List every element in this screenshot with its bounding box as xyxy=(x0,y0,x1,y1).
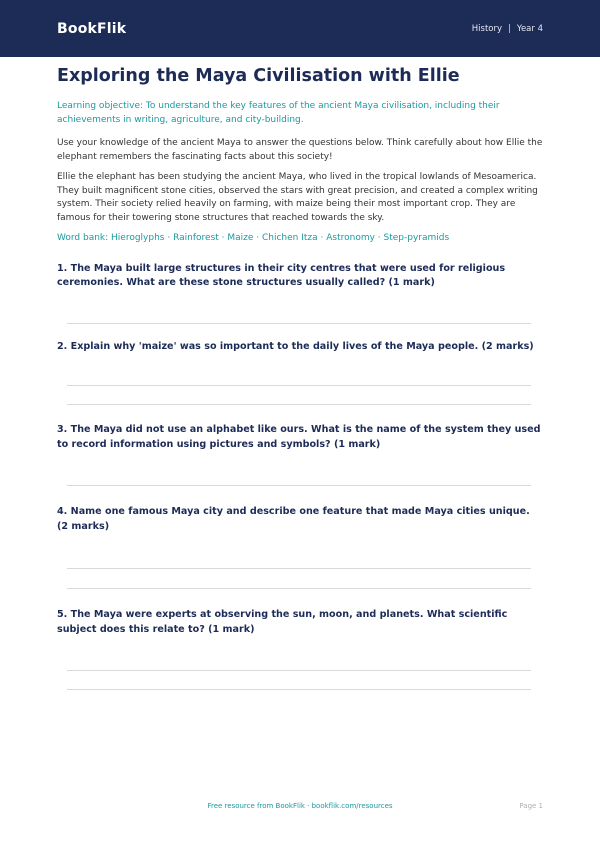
subject-label: History xyxy=(471,23,503,34)
question-text: 1. The Maya built large structures in their city centres that were used for religious ceremonies. What are these stone structures usually called? (1 mark) xyxy=(57,262,506,288)
question-text: 5. The Maya were experts at observing the sun, moon, and planets. What scientific subject does this relate to? (1 mark) xyxy=(57,609,508,635)
question-4 xyxy=(57,505,543,608)
instructions: Use your knowledge of the ancient Maya to answer the questions below. Think carefully about how Ellie the elephant remembers the fascinating facts about this society! xyxy=(57,138,543,162)
answer-line[interactable] xyxy=(67,689,531,690)
year-label: Year 4 xyxy=(516,23,543,34)
learning-objective: Learning objective: To understand the key features of the ancient Maya civilisation, including their achievements in writing, agriculture, and city-building. xyxy=(57,101,500,125)
meta-separator: | xyxy=(508,23,511,34)
word-bank: Word bank: Hieroglyphs · Rainforest · Maize · Chichen Itza · Astronomy · Step-pyramids xyxy=(57,233,450,243)
page-title: Exploring the Maya Civilisation with Ellie xyxy=(57,66,460,86)
subject-meta xyxy=(472,24,543,34)
brand-logo: BookFlik xyxy=(57,20,127,37)
question-3 xyxy=(57,423,543,505)
page-number: Page 1 xyxy=(519,802,543,810)
footer-source[interactable]: Free resource from BookFlik · bookflik.com/resources xyxy=(207,802,393,810)
question-1 xyxy=(57,262,543,340)
question-text: 4. Name one famous Maya city and describe one feature that made Maya cities unique. (2 marks) xyxy=(57,506,530,532)
page-header xyxy=(0,0,600,57)
question-text: 2. Explain why 'maize' was so important to the daily lives of the Maya people. (2 marks) xyxy=(57,340,534,352)
question-text: 3. The Maya did not use an alphabet like ours. What is the name of the system they used to record information using pictures and symbols? (1 mark) xyxy=(57,424,541,450)
worksheet-body xyxy=(57,64,543,690)
question-5 xyxy=(57,608,543,690)
page-footer xyxy=(0,802,600,814)
passage: Ellie the elephant has been studying the ancient Maya, who lived in the tropical lowlands of Mesoamerica. They built magnificent stone cities, observed the stars with great precision, and created a complex writing system. Their society relied heavily on farming, with maize being their most important crop. They are famous for their towering stone structures that reached towards the sky. xyxy=(57,172,538,223)
question-2 xyxy=(57,340,543,424)
